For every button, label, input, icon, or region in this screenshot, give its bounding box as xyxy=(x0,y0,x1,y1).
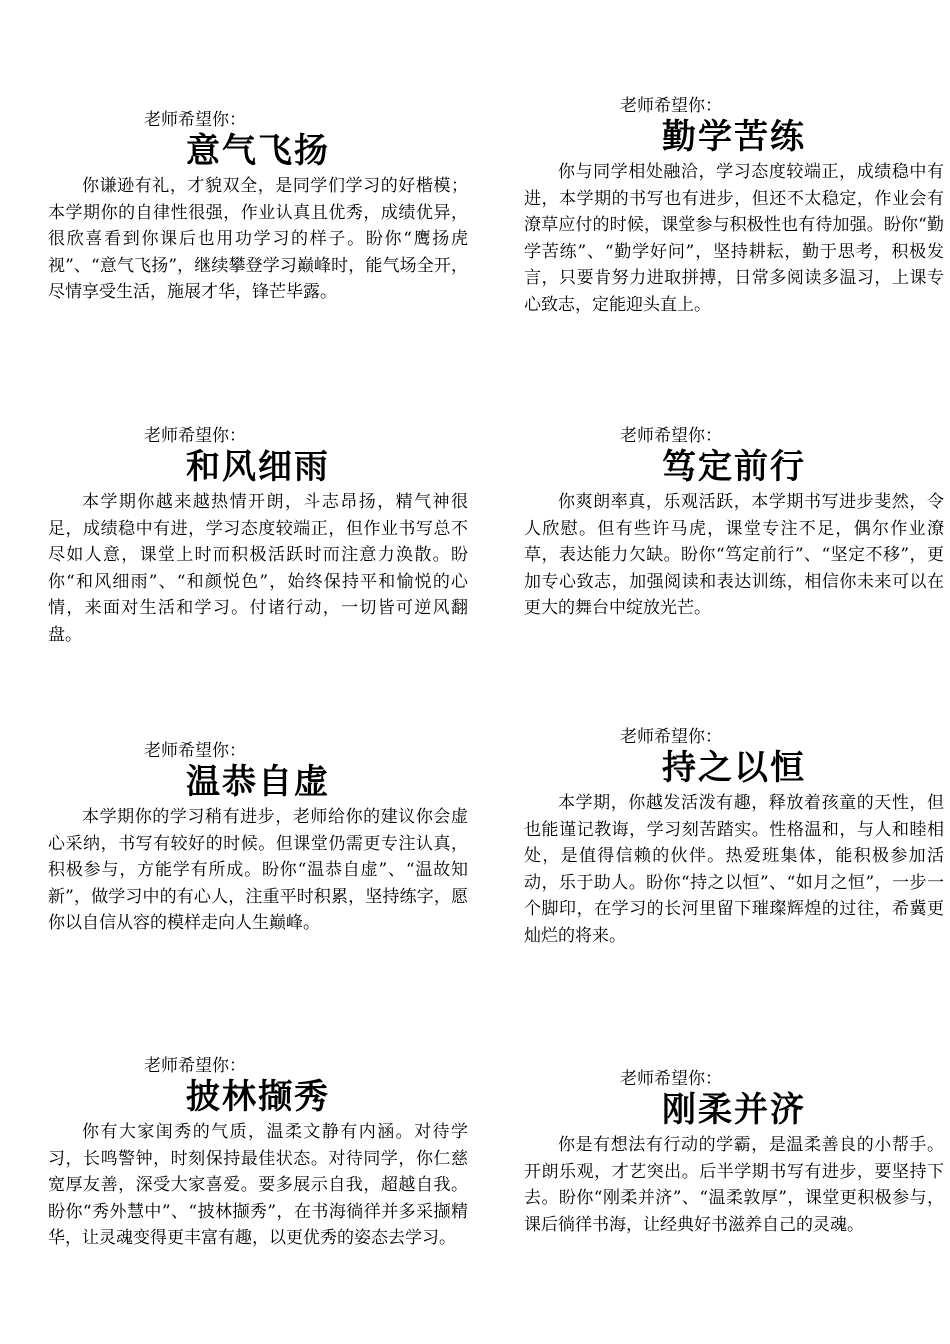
card-body: 本学期你越来越热情开朗，斗志昂扬，精气神很足，成绩稳中有进，学习态度较端正，但作业书写总不尽如人意，课堂上时而积极活跃时而注意力涣散。盼你“和风细雨”、“和颜悦色”，始终保持平和愉悦的心情，来面对生活和学习。付诸行动，一切皆可逆风翻盘。 xyxy=(48,492,468,645)
comment-card xyxy=(48,740,468,937)
card-intro: 老师希望你： xyxy=(620,727,722,747)
card-intro: 老师希望你： xyxy=(144,1056,246,1076)
comment-card xyxy=(524,1068,944,1238)
card-body: 本学期，你越发活泼有趣，释放着孩童的天性，但也能谨记教诲，学习刻苦踏实。性格温和，与人和睦相处，是值得信赖的伙伴。热爱班集体，能积极参加活动，乐于助人。盼你“持之以恒”、“如月之恒”，一步一个脚印，在学习的长河里留下璀璨辉煌的过往，希冀更灿烂的将来。 xyxy=(524,793,944,946)
card-intro: 老师希望你： xyxy=(144,110,246,130)
card-motto: 温恭自虚 xyxy=(186,762,330,802)
card-motto: 披林撷秀 xyxy=(186,1077,330,1117)
card-motto: 和风细雨 xyxy=(186,447,330,487)
card-motto: 勤学苦练 xyxy=(662,117,806,157)
card-body: 你有大家闺秀的气质，温柔文静有内涵。对待学习，长鸣警钟，时刻保持最佳状态。对待同学，你仁慈宽厚友善，深受大家喜爱。要多展示自我，超越自我。盼你“秀外慧中”、“披林撷秀”，在书海徜徉并多采撷精华，让灵魂变得更丰富有趣，以更优秀的姿态去学习。 xyxy=(48,1122,468,1248)
card-body: 你与同学相处融洽，学习态度较端正，成绩稳中有进，本学期的书写也有进步，但还不太稳定，作业会有潦草应付的时候，课堂参与积极性也有待加强。盼你“勤学苦练”、“勤学好问”，坚持耕耘，勤于思考，积极发言，只要肯努力进取拼搏，日常多阅读多温习，上课专心致志，定能迎头直上。 xyxy=(524,162,944,315)
card-intro: 老师希望你： xyxy=(620,426,722,446)
card-motto: 持之以恒 xyxy=(662,748,806,788)
card-intro: 老师希望你： xyxy=(620,96,722,116)
comment-card xyxy=(524,95,944,318)
card-motto: 意气飞扬 xyxy=(186,131,330,171)
comment-card xyxy=(524,425,944,622)
card-intro: 老师希望你： xyxy=(620,1069,722,1089)
comment-card xyxy=(48,109,468,306)
card-body: 本学期你的学习稍有进步，老师给你的建议你会虚心采纳，书写有较好的时候。但课堂仍需更专注认真，积极参与，方能学有所成。盼你“温恭自虚”、“温故知新”，做学习中的有心人，注重平时积累，坚持练字，愿你以自信从容的模样走向人生巅峰。 xyxy=(48,807,468,933)
card-body: 你爽朗率真，乐观活跃，本学期书写进步斐然，令人欣慰。但有些许马虎，课堂专注不足，偶尔作业潦草，表达能力欠缺。盼你“笃定前行”、“坚定不移”，更加专心致志，加强阅读和表达训练，相信你未来可以在更大的舞台中绽放光芒。 xyxy=(524,492,944,618)
card-intro: 老师希望你： xyxy=(144,426,246,446)
comment-card xyxy=(48,425,468,648)
card-motto: 笃定前行 xyxy=(662,447,806,487)
card-intro: 老师希望你： xyxy=(144,741,246,761)
card-body: 你谦逊有礼，才貌双全，是同学们学习的好楷模；本学期你的自律性很强，作业认真且优秀，成绩优异，很欣喜看到你课后也用功学习的样子。盼你“鹰扬虎视”、“意气飞扬”，继续攀登学习巅峰时，能气场全开，尽情享受生活，施展才华，锋芒毕露。 xyxy=(48,176,468,302)
card-motto: 刚柔并济 xyxy=(662,1090,806,1130)
comment-card xyxy=(48,1055,468,1252)
comment-card xyxy=(524,726,944,949)
card-body: 你是有想法有行动的学霸，是温柔善良的小帮手。开朗乐观，才艺突出。后半学期书写有进步，要坚持下去。盼你“刚柔并济”、“温柔敦厚”，课堂更积极参与，课后徜徉书海，让经典好书滋养自己的灵魂。 xyxy=(524,1135,944,1235)
